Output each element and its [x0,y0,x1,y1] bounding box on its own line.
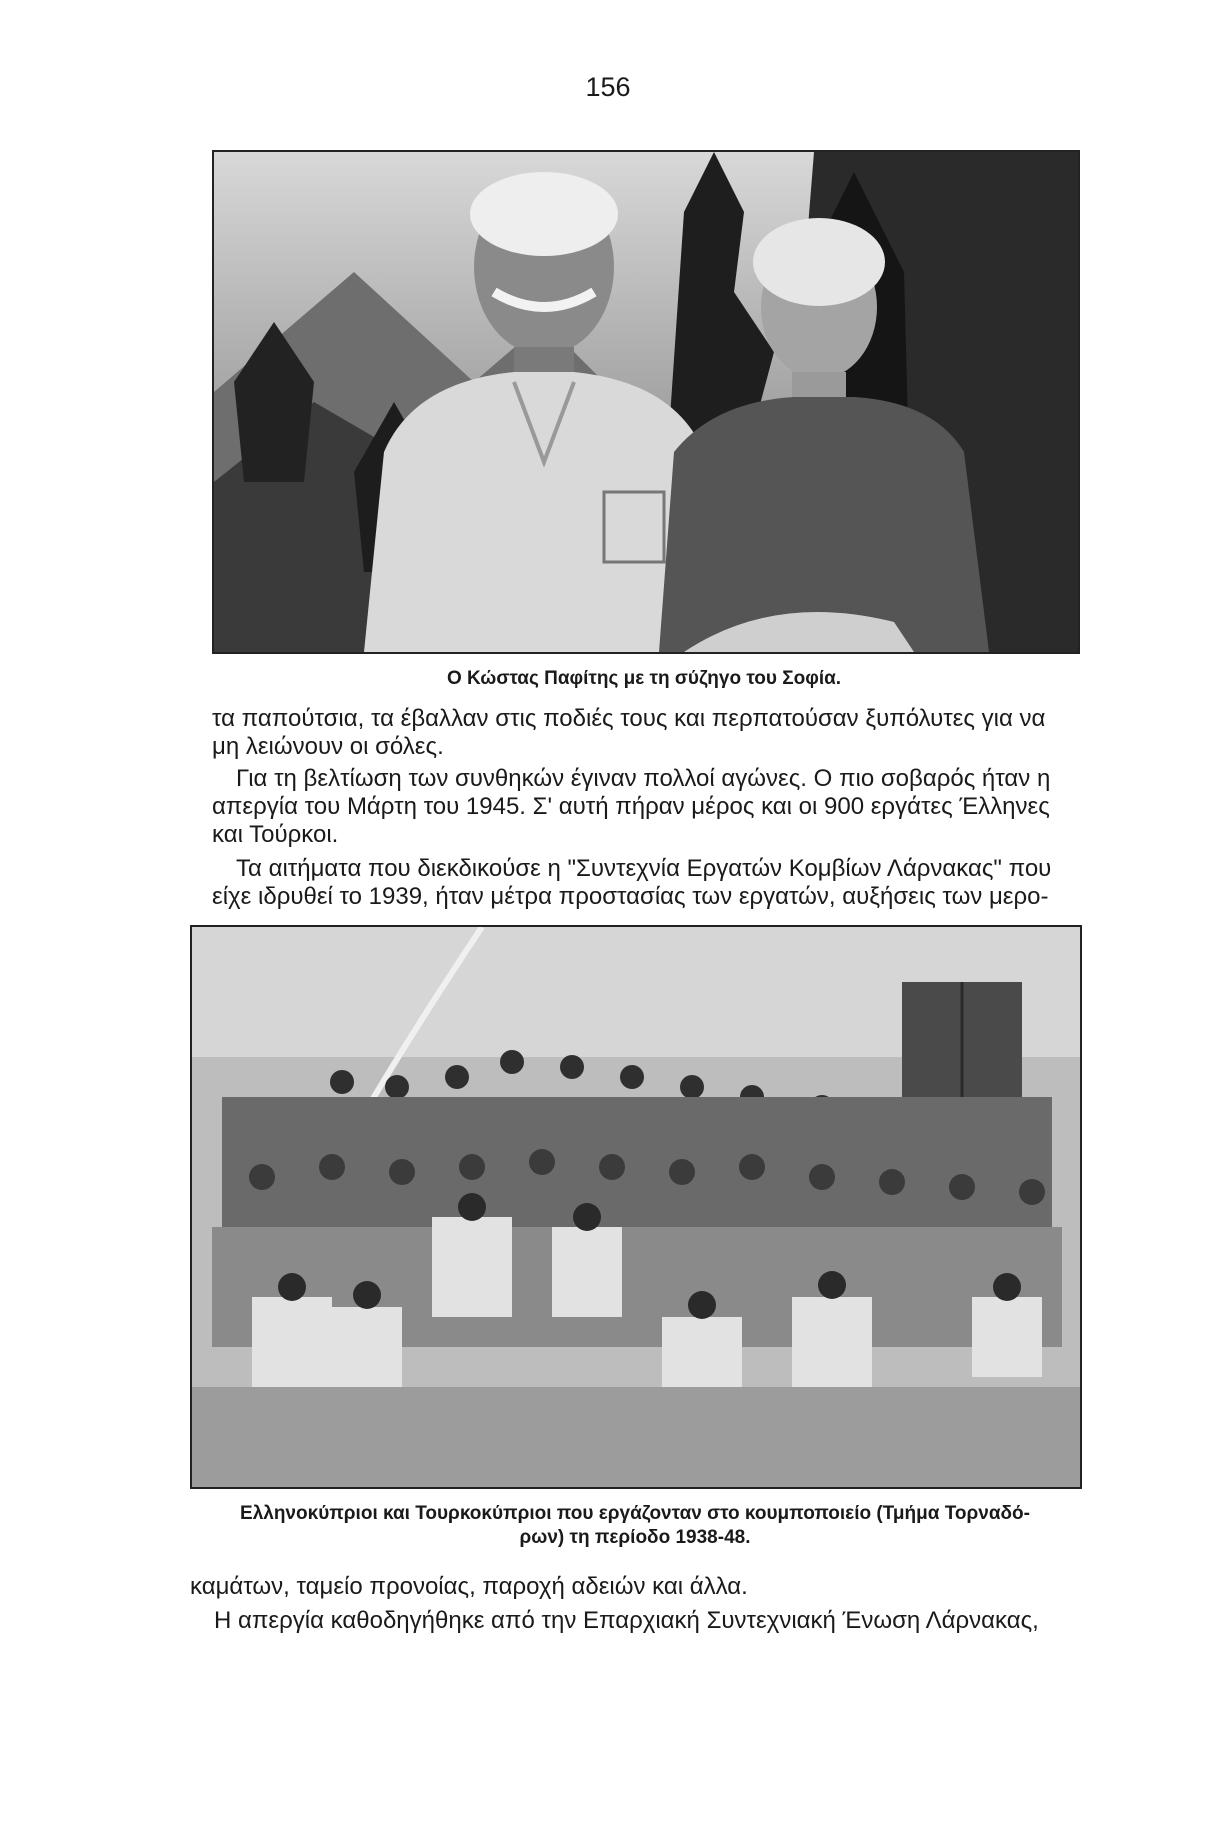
caption-line: ρων) τη περίοδο 1938-48. [519,1527,751,1548]
workers-photo-caption [180,1502,1090,1550]
couple-photo-caption: Ο Κώστας Παφίτης με τη σύζηγο του Σοφία. [446,668,842,689]
page-number: 156 [585,72,631,102]
text-line: είχε ιδρυθεί το 1939, ήταν μέτρα προστασίας των εργατών, αυξήσεις των μερο- [212,883,1049,910]
text-line: τα παπούτσια, τα έβαλλαν στις ποδιές τους και περπατούσαν ξυπόλυτες για να [212,705,1046,732]
text-line: μη λειώνουν οι σόλες. [212,733,444,760]
text-block-1 [212,705,1112,911]
couple-photo [212,150,1080,654]
text-line: απεργία του Μάρτη του 1945. Σ' αυτή πήραν μέρος και οι 900 εργάτες Έλληνες [212,793,1050,820]
text-line: Τα αιτήματα που διεκδικούσε η "Συντεχνία Εργατών Κομβίων Λάρνακας" που [236,855,1052,882]
workers-group-photo [190,925,1082,1489]
caption-line: Ελληνοκύπριοι και Τουρκοκύπριοι που εργάζονταν στο κουμποποιείο (Τμήμα Τορναδό- [240,1503,1030,1524]
text-block-2 [190,1573,1110,1635]
text-line: και Τούρκοι. [212,821,339,848]
text-line: Για τη βελτίωση των συνθηκών έγιναν πολλοί αγώνες. Ο πιο σοβαρός ήταν η [236,765,1051,792]
text-line: καμάτων, ταμείο προνοίας, παροχή αδειών και άλλα. [190,1573,748,1600]
text-line: Η απεργία καθοδηγήθηκε από την Επαρχιακή Συντεχνιακή Ένωση Λάρνακας, [214,1607,1039,1634]
